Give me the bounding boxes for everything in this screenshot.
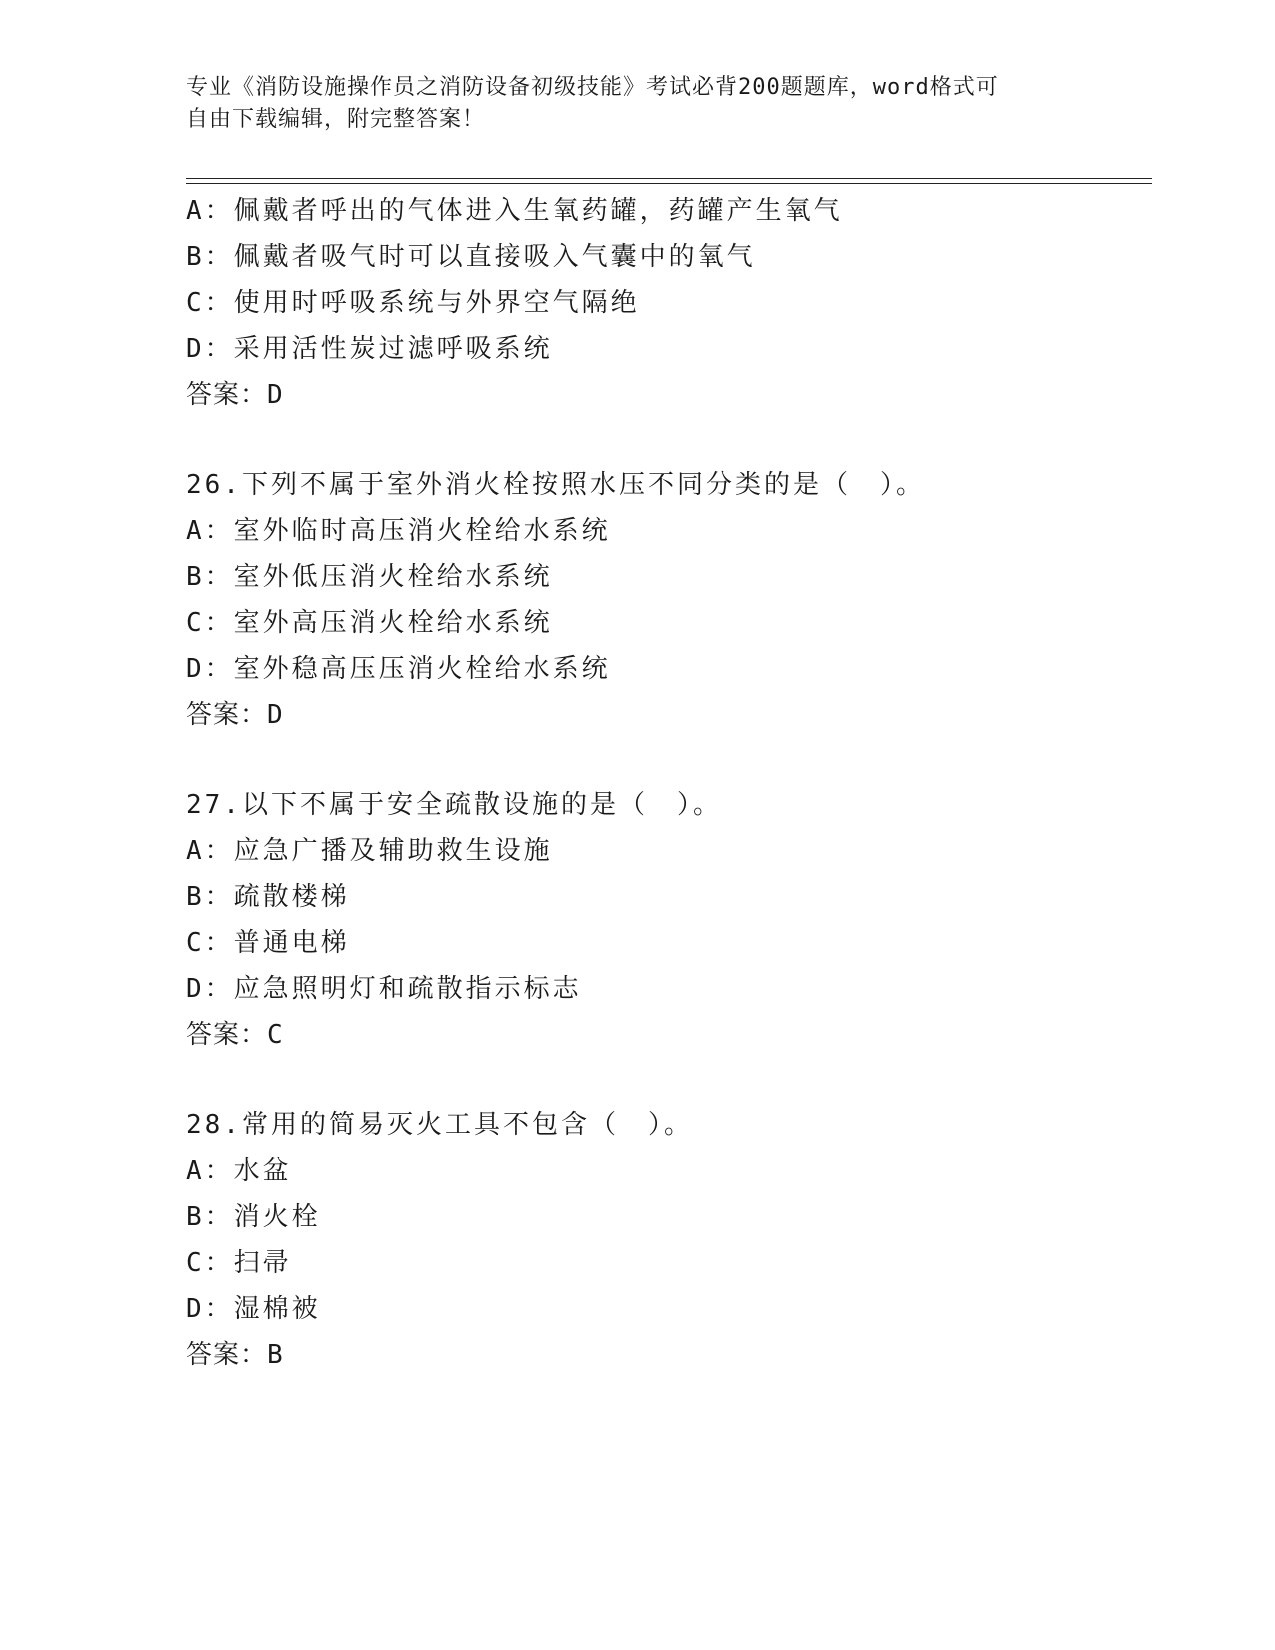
- header-divider-bottom: [186, 183, 1152, 184]
- question-stem: 26.下列不属于室外消火栓按照水压不同分类的是（ ）。: [186, 470, 925, 500]
- question-stem: 28.常用的简易灭火工具不包含（ ）。: [186, 1110, 693, 1140]
- option-a: A：室外临时高压消火栓给水系统: [186, 516, 611, 546]
- answer-line: 答案：C: [186, 1020, 284, 1050]
- option-b: B：佩戴者吸气时可以直接吸入气囊中的氧气: [186, 242, 756, 272]
- answer-line: 答案：B: [186, 1340, 284, 1370]
- option-c: C：室外高压消火栓给水系统: [186, 608, 553, 638]
- option-c: C：普通电梯: [186, 928, 350, 958]
- option-a: A：水盆: [186, 1156, 292, 1186]
- question-list: [186, 188, 1146, 1378]
- spacer: [186, 418, 1146, 462]
- header-divider-top: [186, 178, 1152, 179]
- question-block: [186, 1102, 1146, 1378]
- option-d: D：采用活性炭过滤呼吸系统: [186, 334, 553, 364]
- question-stem: 27.以下不属于安全疏散设施的是（ ）。: [186, 790, 722, 820]
- document-header: [186, 72, 1086, 136]
- option-d: D：湿棉被: [186, 1294, 321, 1324]
- question-block: [186, 188, 1146, 418]
- option-c: C：扫帚: [186, 1248, 292, 1278]
- header-line-1: 专业《消防设施操作员之消防设备初级技能》考试必背200题题库，word格式可: [186, 75, 999, 100]
- option-b: B：室外低压消火栓给水系统: [186, 562, 553, 592]
- header-line-2: 自由下载编辑，附完整答案！: [186, 107, 486, 132]
- answer-line: 答案：D: [186, 380, 284, 410]
- option-a: A：应急广播及辅助救生设施: [186, 836, 553, 866]
- answer-line: 答案：D: [186, 700, 284, 730]
- question-block: [186, 782, 1146, 1058]
- spacer: [186, 1058, 1146, 1102]
- option-b: B：消火栓: [186, 1202, 321, 1232]
- option-d: D：应急照明灯和疏散指示标志: [186, 974, 582, 1004]
- option-d: D：室外稳高压压消火栓给水系统: [186, 654, 611, 684]
- question-block: [186, 462, 1146, 738]
- option-c: C：使用时呼吸系统与外界空气隔绝: [186, 288, 640, 318]
- spacer: [186, 738, 1146, 782]
- option-b: B：疏散楼梯: [186, 882, 350, 912]
- option-a: A：佩戴者呼出的气体进入生氧药罐，药罐产生氧气: [186, 196, 843, 226]
